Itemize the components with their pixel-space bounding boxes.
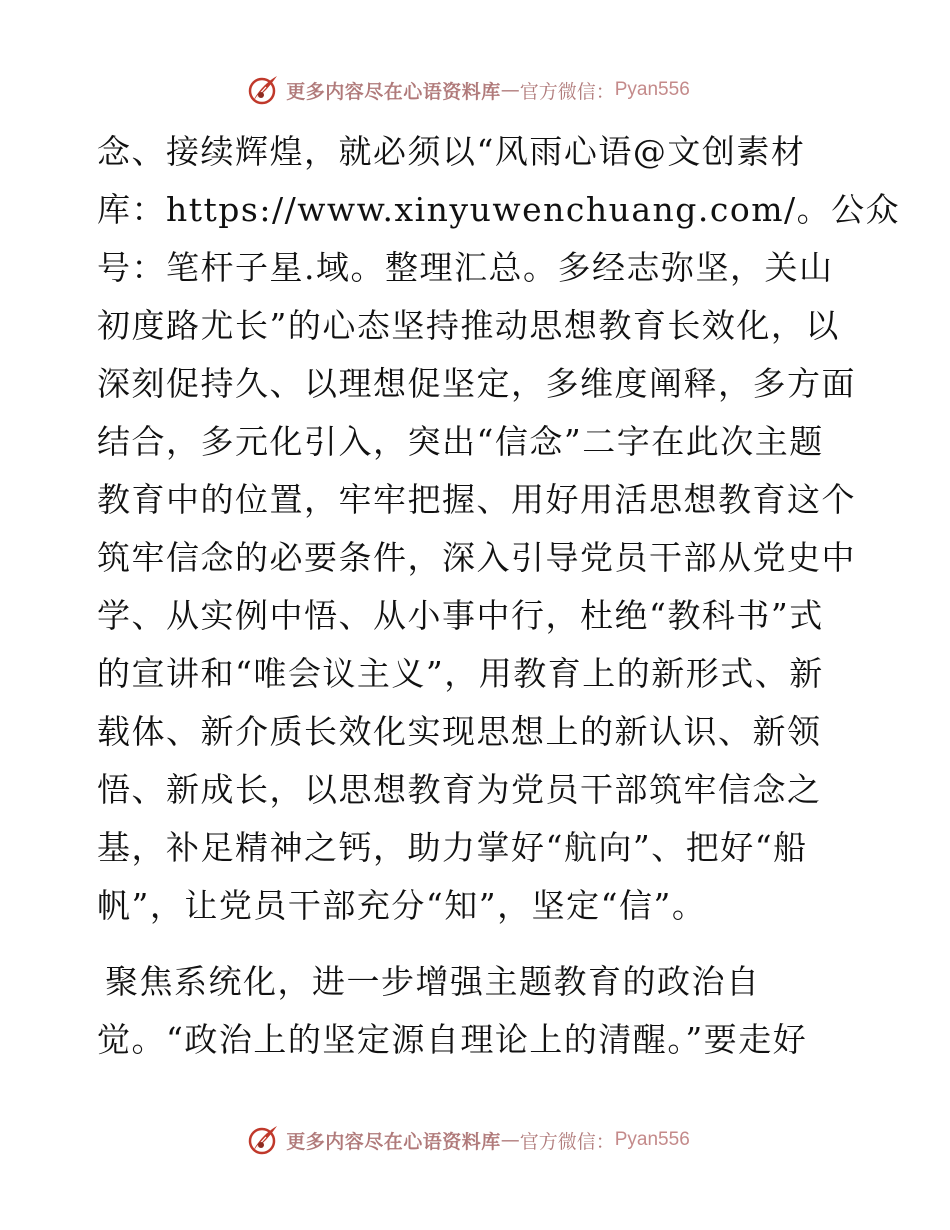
text-line: 念、接续辉煌，就必须以“风雨心语@文创素材: [97, 132, 806, 171]
wechat-id: Pyan556: [614, 79, 690, 100]
text-line: 教育中的位置，牢牢把握、用好用活思想教育这个: [97, 480, 856, 519]
separator: —: [500, 1129, 520, 1151]
text-line: 帆”，让党员干部充分“知”，坚定“信”。: [97, 886, 707, 925]
wechat-id: Pyan556: [614, 1129, 690, 1150]
header-banner: [0, 70, 950, 110]
text-line: 觉。“政治上的坚定源自理论上的清醒。”要走好: [97, 1020, 808, 1059]
wechat-label: 官方微信：: [519, 1130, 615, 1153]
document-body: [97, 123, 901, 1069]
promo-text: 更多内容尽在心语资料库: [286, 1130, 501, 1153]
paragraph-2: [97, 953, 857, 1069]
separator: —: [500, 79, 520, 101]
text-line: 初度路尤长”的心态坚持推动思想教育长效化，以: [97, 306, 840, 345]
paragraph-1: [97, 123, 901, 935]
text-line: 基，补足精神之钙，助力掌好“航向”、把好“船: [97, 828, 808, 867]
quill-logo-icon: [246, 73, 280, 107]
wechat-label: 官方微信：: [519, 80, 615, 103]
promo-text: 更多内容尽在心语资料库: [286, 80, 501, 103]
footer-banner: [0, 1120, 950, 1160]
text-line: 结合，多元化引入，突出“信念”二字在此次主题: [97, 422, 824, 461]
text-line: 载体、新介质长效化实现思想上的新认识、新领: [97, 712, 822, 751]
text-line: 悟、新成长，以思想教育为党员干部筑牢信念之: [97, 770, 822, 809]
quill-logo-icon: [246, 1123, 280, 1157]
text-line: 号：笔杆子星.域。整理汇总。多经志弥坚，关山: [97, 248, 834, 287]
text-line: 学、从实例中悟、从小事中行，杜绝“教科书”式: [97, 596, 824, 635]
text-line: 筑牢信念的必要条件，深入引导党员干部从党史中: [97, 538, 856, 577]
text-line: 的宣讲和“唯会议主义”，用教育上的新形式、新: [97, 654, 824, 693]
text-line: 库：https://www.xinyuwenchuang.com/。公众: [97, 190, 901, 229]
text-line: 聚焦系统化，进一步增强主题教育的政治自: [105, 962, 761, 1001]
text-line: 深刻促持久、以理想促坚定，多维度阐释，多方面: [97, 364, 856, 403]
